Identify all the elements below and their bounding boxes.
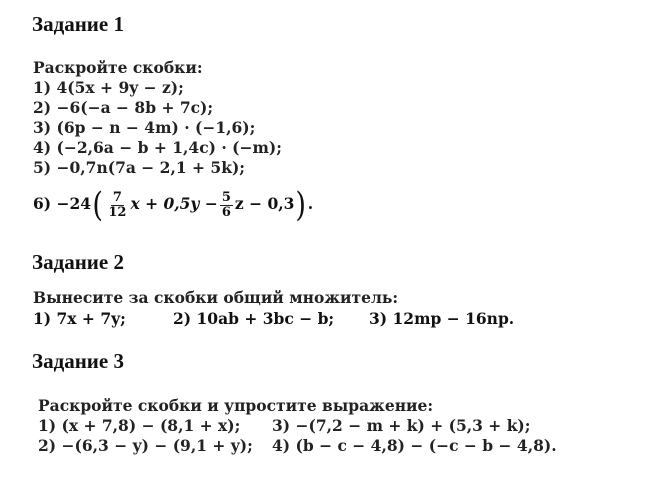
open-paren: ( [92,185,104,225]
task1-block [33,58,282,178]
fraction-5-6 [220,191,233,220]
task1-instruction: Раскройте скобки: [33,58,203,77]
fraction-7-12 [106,191,128,220]
task2-item-2: 2) 10ab + 3bc − b; [173,309,335,328]
task1-item-5: 5) −0,7n(7a − 2,1 + 5k); [33,158,246,177]
fraction-denominator: 12 [108,204,127,220]
task3-heading: Задание 3 [32,349,124,373]
item6-end: . [307,194,314,213]
item6-tail: z − 0,3 [234,194,295,213]
fraction-numerator: 5 [221,189,231,205]
task3-item-4: 4) (b − c − 4,8) − (−c − b − 4,8). [272,436,557,455]
task3-instruction: Раскройте скобки и упростите выражение: [38,396,434,415]
item6-mid: x + 0,5y − [130,194,218,213]
fraction-numerator: 7 [112,189,122,205]
task2-heading: Задание 2 [32,250,124,274]
task3-item-2: 2) −(6,3 − y) − (9,1 + y); [38,436,253,455]
task2-instruction: Вынесите за скобки общий множитель: [33,288,399,307]
task3-col-right [272,416,557,456]
task1-item-1: 1) 4(5x + 9y − z); [33,78,184,97]
task1-item-6 [33,185,333,228]
task1-item-2: 2) −6(−a − 8b + 7c); [33,98,214,117]
task3-col-left [38,416,253,456]
task3-item-3: 3) −(7,2 − m + k) + (5,3 + k); [272,416,531,435]
close-paren: ) [295,185,307,225]
task1-item-3: 3) (6p − n − 4m) · (−1,6); [33,118,256,137]
task2-item-1: 1) 7x + 7y; [33,309,126,328]
fraction-denominator: 6 [221,204,231,220]
task1-heading: Задание 1 [32,12,124,36]
task3-item-1: 1) (x + 7,8) − (8,1 + x); [38,416,241,435]
task2-item-3: 3) 12mp − 16np. [369,309,515,328]
task1-item-4: 4) (−2,6a − b + 1,4c) · (−m); [33,138,282,157]
item6-prefix: 6) −24 [33,194,92,213]
